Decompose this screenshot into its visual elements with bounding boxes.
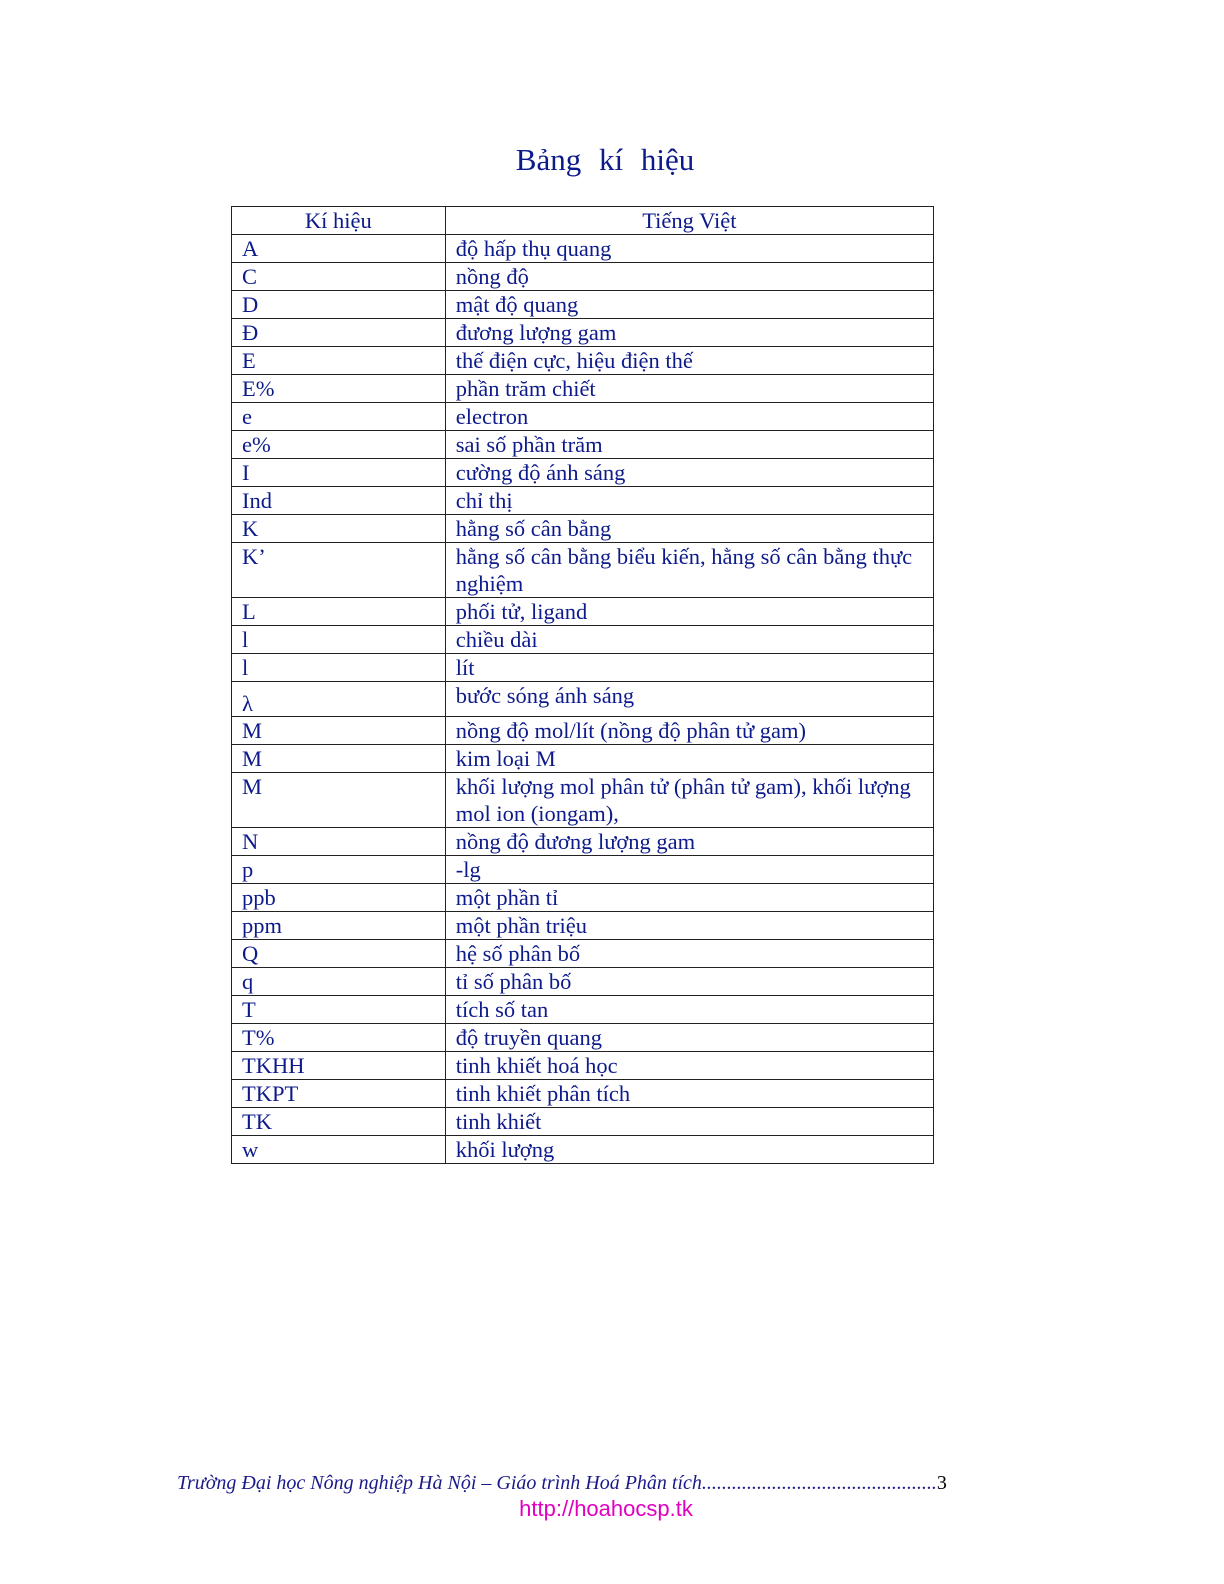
table-row (232, 431, 934, 459)
symbol-cell: T (232, 996, 446, 1024)
table-header-row (232, 207, 934, 235)
meaning-cell: tỉ số phân bố (445, 968, 933, 996)
table-row (232, 968, 934, 996)
footer-dots: ............................................... (701, 1472, 937, 1494)
table-row (232, 773, 934, 828)
symbol-cell: T% (232, 1024, 446, 1052)
table-row (232, 654, 934, 682)
meaning-cell: khối lượng mol phân tử (phân tử gam), khối lượng mol ion (iongam), (445, 773, 933, 828)
meaning-cell: một phần tỉ (445, 884, 933, 912)
table-row (232, 745, 934, 773)
symbol-cell: q (232, 968, 446, 996)
footer-link[interactable]: http://hoahocsp.tk (519, 1496, 693, 1521)
column-header-meaning: Tiếng Việt (445, 207, 933, 235)
meaning-cell: -lg (445, 856, 933, 884)
table-row (232, 1024, 934, 1052)
meaning-cell: hằng số cân bằng biểu kiến, hằng số cân bằng thực nghiệm (445, 543, 933, 598)
column-header-symbol: Kí hiệu (232, 207, 446, 235)
meaning-cell: khối lượng (445, 1136, 933, 1164)
footer-text: Trường Đại học Nông nghiệp Hà Nội – Giáo trình Hoá Phân tích (177, 1472, 702, 1494)
symbol-cell: ppm (232, 912, 446, 940)
meaning-cell: hằng số cân bằng (445, 515, 933, 543)
meaning-cell: kim loại M (445, 745, 933, 773)
meaning-cell: tinh khiết (445, 1108, 933, 1136)
symbol-cell: E (232, 347, 446, 375)
symbol-cell: C (232, 263, 446, 291)
footer-line (177, 1472, 1007, 1495)
meaning-cell: tinh khiết phân tích (445, 1080, 933, 1108)
meaning-cell: phối tử, ligand (445, 598, 933, 626)
table-row (232, 856, 934, 884)
meaning-cell: hệ số phân bố (445, 940, 933, 968)
symbol-table (231, 206, 934, 1164)
meaning-cell: chiều dài (445, 626, 933, 654)
meaning-cell: đương lượng gam (445, 319, 933, 347)
table-row (232, 515, 934, 543)
symbol-cell: TK (232, 1108, 446, 1136)
symbol-cell: p (232, 856, 446, 884)
table-row (232, 319, 934, 347)
symbol-cell: K (232, 515, 446, 543)
symbol-cell: TKHH (232, 1052, 446, 1080)
table-row (232, 375, 934, 403)
symbol-cell: Q (232, 940, 446, 968)
table-row (232, 487, 934, 515)
symbol-cell: M (232, 717, 446, 745)
table-row (232, 598, 934, 626)
meaning-cell: bước sóng ánh sáng (445, 682, 933, 717)
symbol-cell: l (232, 654, 446, 682)
table-row (232, 912, 934, 940)
meaning-cell: độ hấp thụ quang (445, 235, 933, 263)
table-row (232, 1108, 934, 1136)
table-body (232, 235, 934, 1164)
table-row (232, 235, 934, 263)
table-row (232, 1080, 934, 1108)
symbol-cell: A (232, 235, 446, 263)
meaning-cell: electron (445, 403, 933, 431)
meaning-cell: một phần triệu (445, 912, 933, 940)
meaning-cell: lít (445, 654, 933, 682)
symbol-cell: w (232, 1136, 446, 1164)
meaning-cell: độ truyền quang (445, 1024, 933, 1052)
meaning-cell: nồng độ (445, 263, 933, 291)
symbol-cell: E% (232, 375, 446, 403)
meaning-cell: tinh khiết hoá học (445, 1052, 933, 1080)
meaning-cell: phần trăm chiết (445, 375, 933, 403)
table-row (232, 1052, 934, 1080)
symbol-cell: K’ (232, 543, 446, 598)
symbol-cell: M (232, 745, 446, 773)
symbol-cell: e (232, 403, 446, 431)
symbol-cell: Đ (232, 319, 446, 347)
table-row (232, 828, 934, 856)
table-row (232, 543, 934, 598)
table-row (232, 1136, 934, 1164)
symbol-cell: l (232, 626, 446, 654)
meaning-cell: tích số tan (445, 996, 933, 1024)
symbol-cell: λ (232, 682, 446, 717)
symbol-cell: Ind (232, 487, 446, 515)
symbol-cell: e% (232, 431, 446, 459)
page-number: 3 (936, 1472, 947, 1494)
table-row (232, 717, 934, 745)
symbol-cell: L (232, 598, 446, 626)
symbol-cell: M (232, 773, 446, 828)
table-row (232, 626, 934, 654)
meaning-cell: mật độ quang (445, 291, 933, 319)
symbol-cell: I (232, 459, 446, 487)
table-row (232, 263, 934, 291)
table-row (232, 291, 934, 319)
table-row (232, 347, 934, 375)
symbol-cell: D (232, 291, 446, 319)
meaning-cell: cường độ ánh sáng (445, 459, 933, 487)
symbol-cell: ppb (232, 884, 446, 912)
page-title: Bảng kí hiệu (515, 142, 695, 177)
table-row (232, 459, 934, 487)
meaning-cell: thế điện cực, hiệu điện thế (445, 347, 933, 375)
symbol-cell: N (232, 828, 446, 856)
symbol-cell: TKPT (232, 1080, 446, 1108)
table-row (232, 940, 934, 968)
table-row (232, 682, 934, 717)
table-row (232, 884, 934, 912)
meaning-cell: sai số phần trăm (445, 431, 933, 459)
meaning-cell: nồng độ đương lượng gam (445, 828, 933, 856)
table-row (232, 996, 934, 1024)
table-row (232, 403, 934, 431)
meaning-cell: nồng độ mol/lít (nồng độ phân tử gam) (445, 717, 933, 745)
meaning-cell: chỉ thị (445, 487, 933, 515)
